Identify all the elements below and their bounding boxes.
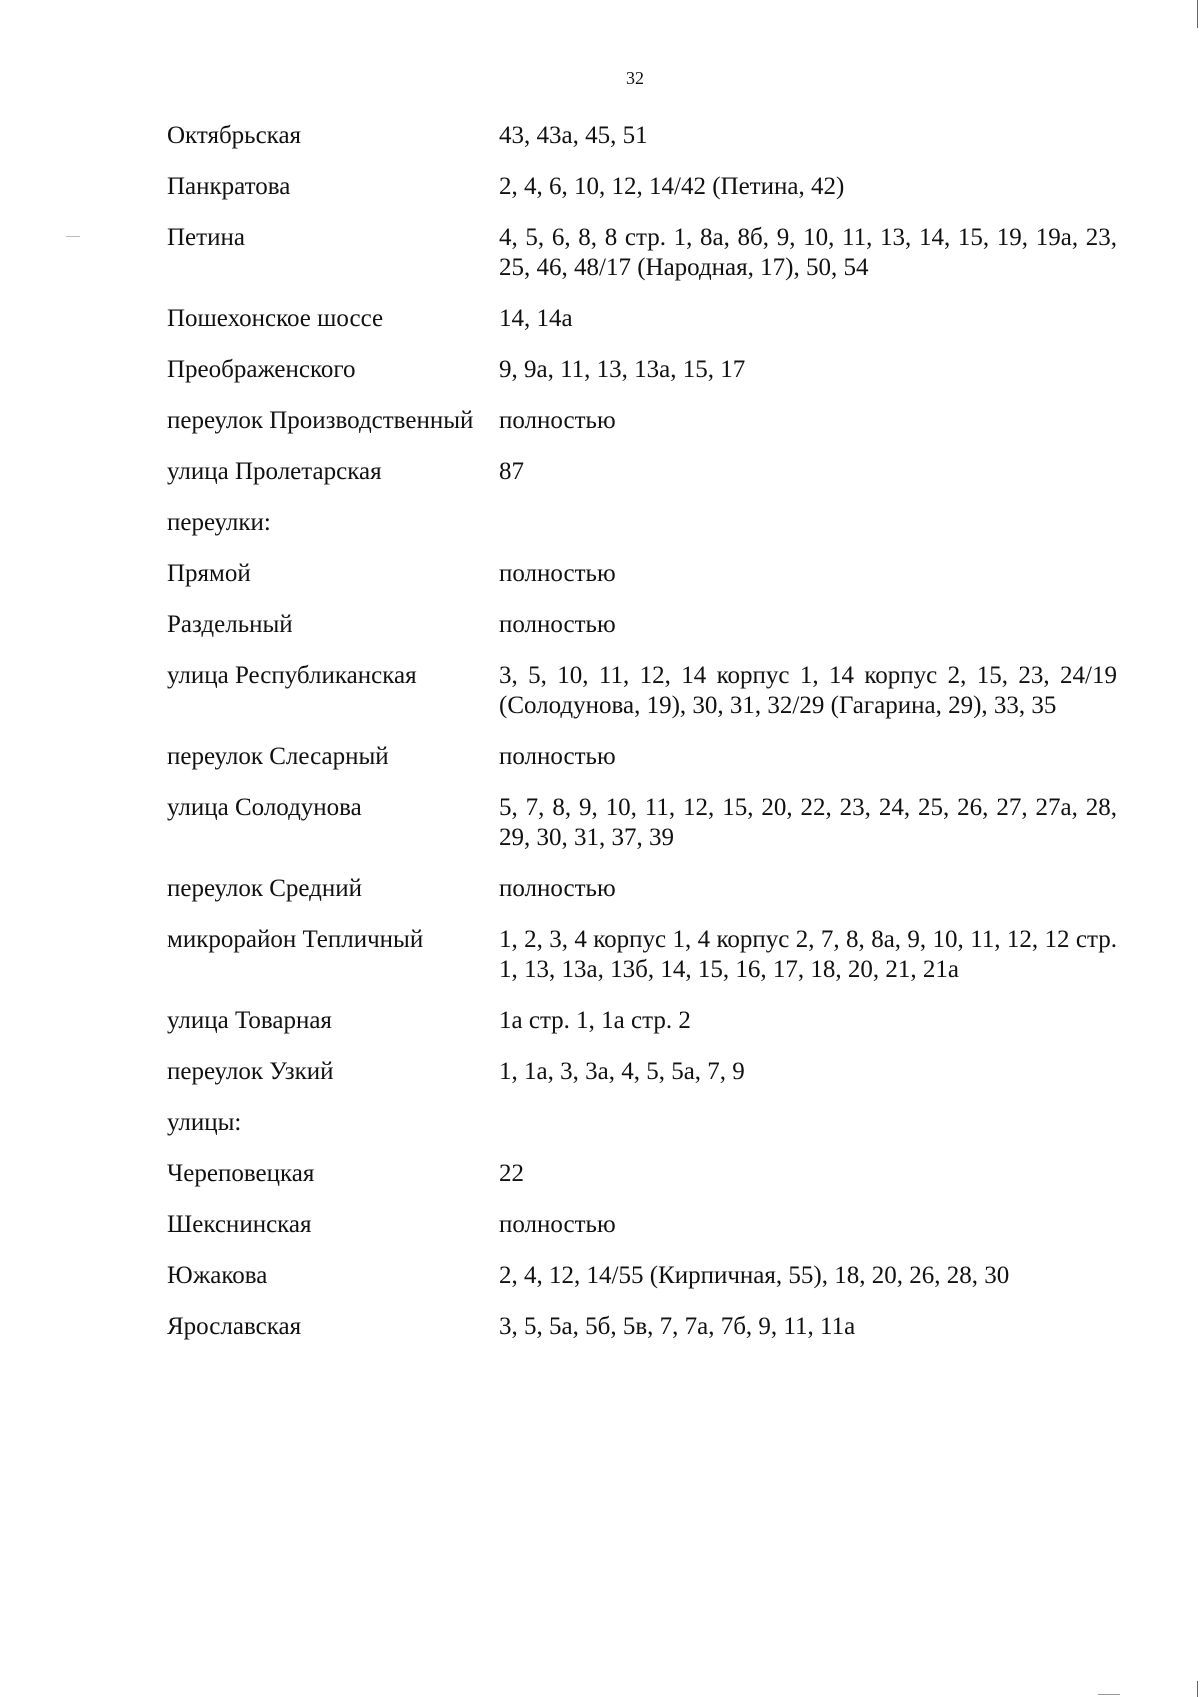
street-name: Преображенского xyxy=(167,356,356,383)
house-numbers: 4, 5, 6, 8, 8 стр. 1, 8а, 8б, 9, 10, 11, 13, 14, 15, 19, 19а, 23, 25, 46, 48/17 (Народная, 17), 50, 54 xyxy=(499,224,1117,281)
house-numbers: 3, 5, 5а, 5б, 5в, 7, 7а, 7б, 9, 11, 11а xyxy=(499,1313,856,1340)
list-item xyxy=(167,1006,1117,1036)
street-name: Южакова xyxy=(167,1262,268,1289)
street-name: Октябрьская xyxy=(167,122,302,149)
street-name: Череповецкая xyxy=(167,1160,315,1187)
street-name: переулок Узкий xyxy=(167,1058,334,1085)
house-numbers: 14, 14а xyxy=(499,305,573,332)
house-numbers: полностью xyxy=(499,560,616,587)
house-numbers: 1а стр. 1, 1а стр. 2 xyxy=(499,1007,691,1034)
list-item xyxy=(167,1159,1117,1189)
house-numbers: полностью xyxy=(499,611,616,638)
street-name: переулок Слесарный xyxy=(167,743,389,770)
street-name: Петина xyxy=(167,224,245,251)
house-numbers: 3, 5, 10, 11, 12, 14 корпус 1, 14 корпус 2, 15, 23, 24/19 (Солодунова, 19), 30, 31, 32/29 (Гагарина, 29), 33, 35 xyxy=(499,662,1117,719)
list-item xyxy=(167,559,1117,589)
house-numbers: 1, 2, 3, 4 корпус 1, 4 корпус 2, 7, 8, 8а, 9, 10, 11, 12, 12 стр. 1, 13, 13а, 13б, 14, 15, 16, 17, 18, 20, 21, 21а xyxy=(499,926,1117,983)
house-numbers: 22 xyxy=(499,1160,524,1187)
street-name: Пошехонское шоссе xyxy=(167,305,384,332)
scan-artifact xyxy=(1098,1694,1120,1695)
street-name: Ярославская xyxy=(167,1313,302,1340)
list-item xyxy=(167,661,1117,721)
list-item xyxy=(167,406,1117,436)
group-heading: переулки: xyxy=(167,509,271,536)
street-name: улица Товарная xyxy=(167,1007,332,1034)
list-item xyxy=(167,610,1117,640)
street-name: переулок Производственный xyxy=(167,407,474,434)
page-number: 32 xyxy=(626,68,644,88)
house-numbers: полностью xyxy=(499,407,616,434)
list-item xyxy=(167,355,1117,385)
scan-artifact xyxy=(66,236,80,237)
list-item xyxy=(167,1108,1117,1138)
house-numbers: 43, 43а, 45, 51 xyxy=(499,122,648,149)
house-numbers: полностью xyxy=(499,743,616,770)
list-item xyxy=(167,1210,1117,1240)
house-numbers: 87 xyxy=(499,458,524,485)
group-heading: улицы: xyxy=(167,1109,242,1136)
house-numbers: 2, 4, 12, 14/55 (Кирпичная, 55), 18, 20, 26, 28, 30 xyxy=(499,1262,1010,1289)
street-name: микрорайон Тепличный xyxy=(167,926,424,953)
street-name: Шекснинская xyxy=(167,1211,312,1238)
street-name: Раздельный xyxy=(167,611,293,638)
house-numbers: 9, 9а, 11, 13, 13а, 15, 17 xyxy=(499,356,746,383)
street-name: улица Пролетарская xyxy=(167,458,382,485)
street-name: улица Солодунова xyxy=(167,794,362,821)
list-item xyxy=(167,121,1117,151)
scan-artifact xyxy=(1197,1681,1198,1697)
list-item xyxy=(167,925,1117,985)
list-item xyxy=(167,742,1117,772)
list-item xyxy=(167,1261,1117,1291)
list-item xyxy=(167,793,1117,853)
list-item xyxy=(167,1312,1117,1342)
house-numbers: полностью xyxy=(499,1211,616,1238)
list-item xyxy=(167,172,1117,202)
house-numbers: 2, 4, 6, 10, 12, 14/42 (Петина, 42) xyxy=(499,173,845,200)
house-numbers: 5, 7, 8, 9, 10, 11, 12, 15, 20, 22, 23, 24, 25, 26, 27, 27а, 28, 29, 30, 31, 37, 39 xyxy=(499,794,1117,851)
list-item xyxy=(167,874,1117,904)
house-numbers: полностью xyxy=(499,875,616,902)
list-item xyxy=(167,508,1117,538)
list-item xyxy=(167,457,1117,487)
list-item xyxy=(167,1057,1117,1087)
street-name: переулок Средний xyxy=(167,875,363,902)
house-numbers: 1, 1а, 3, 3а, 4, 5, 5а, 7, 9 xyxy=(499,1058,745,1085)
street-name: улица Республиканская xyxy=(167,662,417,689)
street-name: Прямой xyxy=(167,560,251,587)
list-item xyxy=(167,304,1117,334)
list-item xyxy=(167,223,1117,283)
address-list xyxy=(167,121,1117,1363)
scan-artifact xyxy=(1197,0,1198,28)
street-name: Панкратова xyxy=(167,173,291,200)
